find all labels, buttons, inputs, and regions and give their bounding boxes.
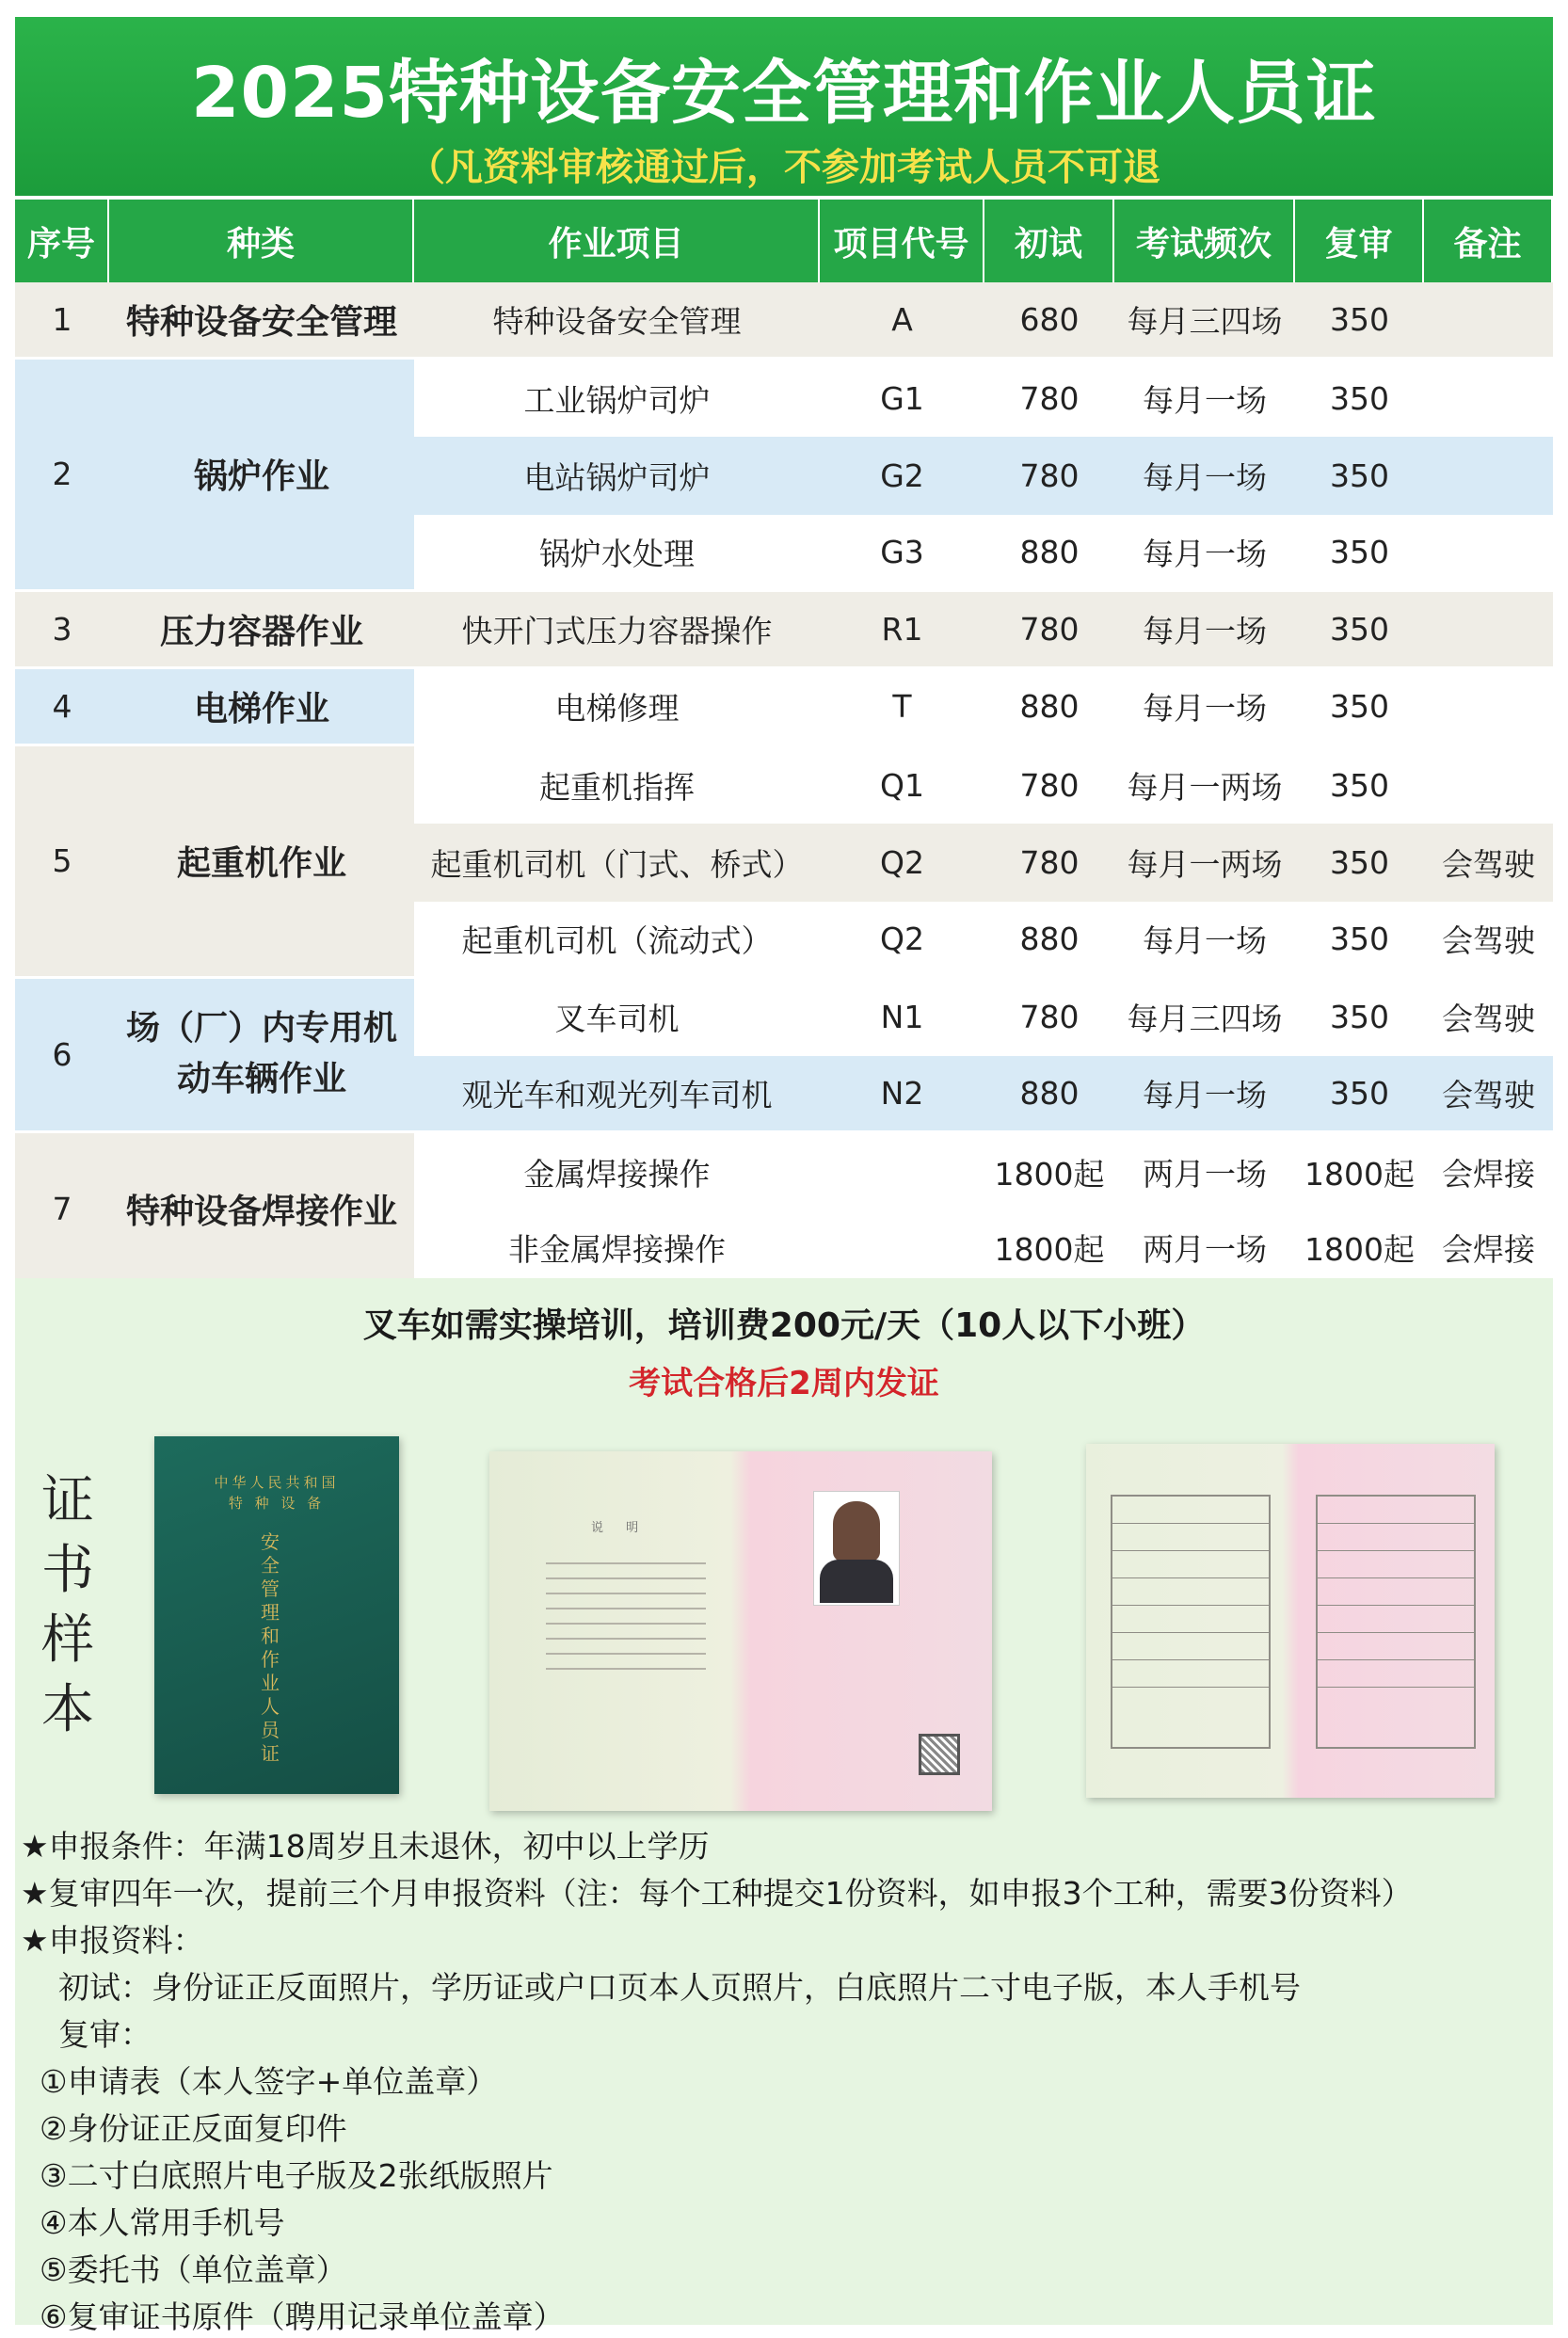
page-title: 2025特种设备安全管理和作业人员证 — [191, 53, 1377, 134]
row-item: 起重机指挥 — [414, 746, 820, 824]
row-freq: 每月三四场 — [1114, 979, 1295, 1056]
title-banner — [15, 17, 1553, 196]
group-category: 起重机作业 — [109, 746, 414, 979]
row-item: 快开门式压力容器操作 — [414, 592, 820, 669]
blurred-portrait — [813, 1491, 900, 1606]
row-note — [1424, 437, 1553, 514]
info-section — [15, 1278, 1553, 2335]
row-note: 会驾驶 — [1424, 824, 1553, 901]
row-code: Q2 — [820, 824, 984, 901]
requirement-line: ★申报资料： — [21, 1922, 204, 1959]
row-item: 电站锅炉司炉 — [414, 437, 820, 514]
qr-code-icon — [919, 1734, 960, 1775]
requirement-line: ④本人常用手机号 — [40, 2204, 285, 2241]
group-number: 7 — [15, 1133, 109, 1288]
training-notice: 叉车如需实操培训，培训费200元/天（10人以下小班） — [362, 1306, 1206, 1345]
group-number: 2 — [15, 360, 109, 592]
row-review: 1800起 — [1295, 1133, 1424, 1210]
header-note: 备注 — [1424, 200, 1553, 282]
row-review: 350 — [1295, 282, 1424, 360]
row-code: N1 — [820, 979, 984, 1056]
issue-notice: 考试合格后2周内发证 — [629, 1365, 939, 1402]
row-initial: 1800起 — [984, 1210, 1114, 1288]
row-note: 会焊接 — [1424, 1133, 1553, 1210]
row-review: 350 — [1295, 515, 1424, 592]
row-freq: 每月一两场 — [1114, 824, 1295, 901]
group-category: 压力容器作业 — [109, 592, 414, 669]
row-note — [1424, 669, 1553, 746]
header-item: 作业项目 — [414, 200, 820, 282]
header-frequency: 考试频次 — [1114, 200, 1295, 282]
row-freq: 每月一场 — [1114, 360, 1295, 437]
certificate-cover-photo — [154, 1436, 399, 1794]
header-no: 序号 — [15, 200, 109, 282]
certificate-inside-photo — [489, 1451, 992, 1811]
requirement-line: ★申报条件：年满18周岁且未退休，初中以上学历 — [21, 1828, 710, 1865]
group-category: 锅炉作业 — [109, 360, 414, 592]
row-code: G2 — [820, 437, 984, 514]
row-note — [1424, 515, 1553, 592]
row-code: G1 — [820, 360, 984, 437]
row-freq: 每月三四场 — [1114, 282, 1295, 360]
row-freq: 两月一场 — [1114, 1210, 1295, 1288]
row-review: 350 — [1295, 746, 1424, 824]
group-number: 1 — [15, 282, 109, 360]
group-category: 电梯作业 — [109, 669, 414, 746]
group-category: 特种设备焊接作业 — [109, 1133, 414, 1288]
row-freq: 每月一场 — [1114, 592, 1295, 669]
cover-top-text: 中华人民共和国 特 种 设 备 — [214, 1474, 340, 1512]
header-code: 项目代号 — [820, 200, 984, 282]
row-note — [1424, 360, 1553, 437]
row-review: 350 — [1295, 902, 1424, 979]
row-freq: 两月一场 — [1114, 1133, 1295, 1210]
certificate-record-photo — [1086, 1444, 1495, 1798]
row-note — [1424, 282, 1553, 360]
row-review: 350 — [1295, 979, 1424, 1056]
row-review: 1800起 — [1295, 1210, 1424, 1288]
row-initial: 780 — [984, 979, 1114, 1056]
row-code: T — [820, 669, 984, 746]
row-item: 非金属焊接操作 — [414, 1210, 820, 1288]
certificate-inside-heading: 说 明 — [591, 1521, 648, 1535]
row-initial: 780 — [984, 592, 1114, 669]
row-review: 350 — [1295, 669, 1424, 746]
sample-label: 证书样本 — [41, 1470, 94, 1740]
row-note — [1424, 592, 1553, 669]
requirement-line: ①申请表（本人签字+单位盖章） — [40, 2063, 498, 2100]
row-initial: 1800起 — [984, 1133, 1114, 1210]
row-review: 350 — [1295, 824, 1424, 901]
row-item: 工业锅炉司炉 — [414, 360, 820, 437]
row-item: 特种设备安全管理 — [414, 282, 820, 360]
requirement-line: ③二寸白底照片电子版及2张纸版照片 — [40, 2157, 553, 2194]
row-note: 会驾驶 — [1424, 902, 1553, 979]
row-code: A — [820, 282, 984, 360]
requirement-line: 初试：身份证正反面照片，学历证或户口页本人页照片，白底照片二寸电子版，本人手机号 — [58, 1969, 1301, 2006]
page-subtitle: （凡资料审核通过后，不参加考试人员不可退 — [408, 146, 1160, 189]
certificate-text-lines — [546, 1562, 706, 1683]
price-table — [15, 200, 1553, 1274]
row-item: 叉车司机 — [414, 979, 820, 1056]
row-initial: 880 — [984, 515, 1114, 592]
header-category: 种类 — [109, 200, 414, 282]
row-freq: 每月一场 — [1114, 902, 1295, 979]
group-number: 6 — [15, 979, 109, 1133]
row-code: Q1 — [820, 746, 984, 824]
record-grid-left — [1111, 1495, 1271, 1749]
row-freq: 每月一场 — [1114, 669, 1295, 746]
row-review: 350 — [1295, 1056, 1424, 1133]
row-freq: 每月一场 — [1114, 515, 1295, 592]
group-category: 场（厂）内专用机动车辆作业 — [109, 979, 414, 1133]
requirement-line: ⑤委托书（单位盖章） — [40, 2251, 347, 2288]
row-code: N2 — [820, 1056, 984, 1133]
row-initial: 680 — [984, 282, 1114, 360]
row-initial: 880 — [984, 1056, 1114, 1133]
cover-vertical-text: 安全管理和作业人员证 — [261, 1530, 280, 1765]
record-grid-right — [1316, 1495, 1476, 1749]
group-number: 3 — [15, 592, 109, 669]
group-number: 5 — [15, 746, 109, 979]
row-note — [1424, 746, 1553, 824]
row-initial: 880 — [984, 902, 1114, 979]
row-code: G3 — [820, 515, 984, 592]
requirement-line: 复审： — [58, 2016, 152, 2053]
row-freq: 每月一场 — [1114, 1056, 1295, 1133]
row-initial: 780 — [984, 824, 1114, 901]
row-review: 350 — [1295, 360, 1424, 437]
group-category: 特种设备安全管理 — [109, 282, 414, 360]
row-item: 起重机司机（流动式） — [414, 902, 820, 979]
row-code: R1 — [820, 592, 984, 669]
row-freq: 每月一场 — [1114, 437, 1295, 514]
row-note: 会驾驶 — [1424, 1056, 1553, 1133]
row-review: 350 — [1295, 592, 1424, 669]
row-initial: 780 — [984, 746, 1114, 824]
row-initial: 780 — [984, 437, 1114, 514]
row-initial: 780 — [984, 360, 1114, 437]
row-item: 观光车和观光列车司机 — [414, 1056, 820, 1133]
row-freq: 每月一两场 — [1114, 746, 1295, 824]
row-item: 锅炉水处理 — [414, 515, 820, 592]
row-review: 350 — [1295, 437, 1424, 514]
group-number: 4 — [15, 669, 109, 746]
requirement-line: ⑥复审证书原件（聘用记录单位盖章） — [40, 2298, 565, 2335]
row-note: 会焊接 — [1424, 1210, 1553, 1288]
row-item: 电梯修理 — [414, 669, 820, 746]
row-initial: 880 — [984, 669, 1114, 746]
row-code — [820, 1210, 984, 1288]
requirement-line: ★复审四年一次，提前三个月申报资料（注：每个工种提交1份资料，如申报3个工种，需要3份资料） — [21, 1875, 1413, 1912]
header-review: 复审 — [1295, 200, 1424, 282]
row-code — [820, 1133, 984, 1210]
row-item: 金属焊接操作 — [414, 1133, 820, 1210]
header-initial: 初试 — [984, 200, 1114, 282]
row-item: 起重机司机（门式、桥式） — [414, 824, 820, 901]
requirement-line: ②身份证正反面复印件 — [40, 2110, 347, 2147]
row-note: 会驾驶 — [1424, 979, 1553, 1056]
row-code: Q2 — [820, 902, 984, 979]
